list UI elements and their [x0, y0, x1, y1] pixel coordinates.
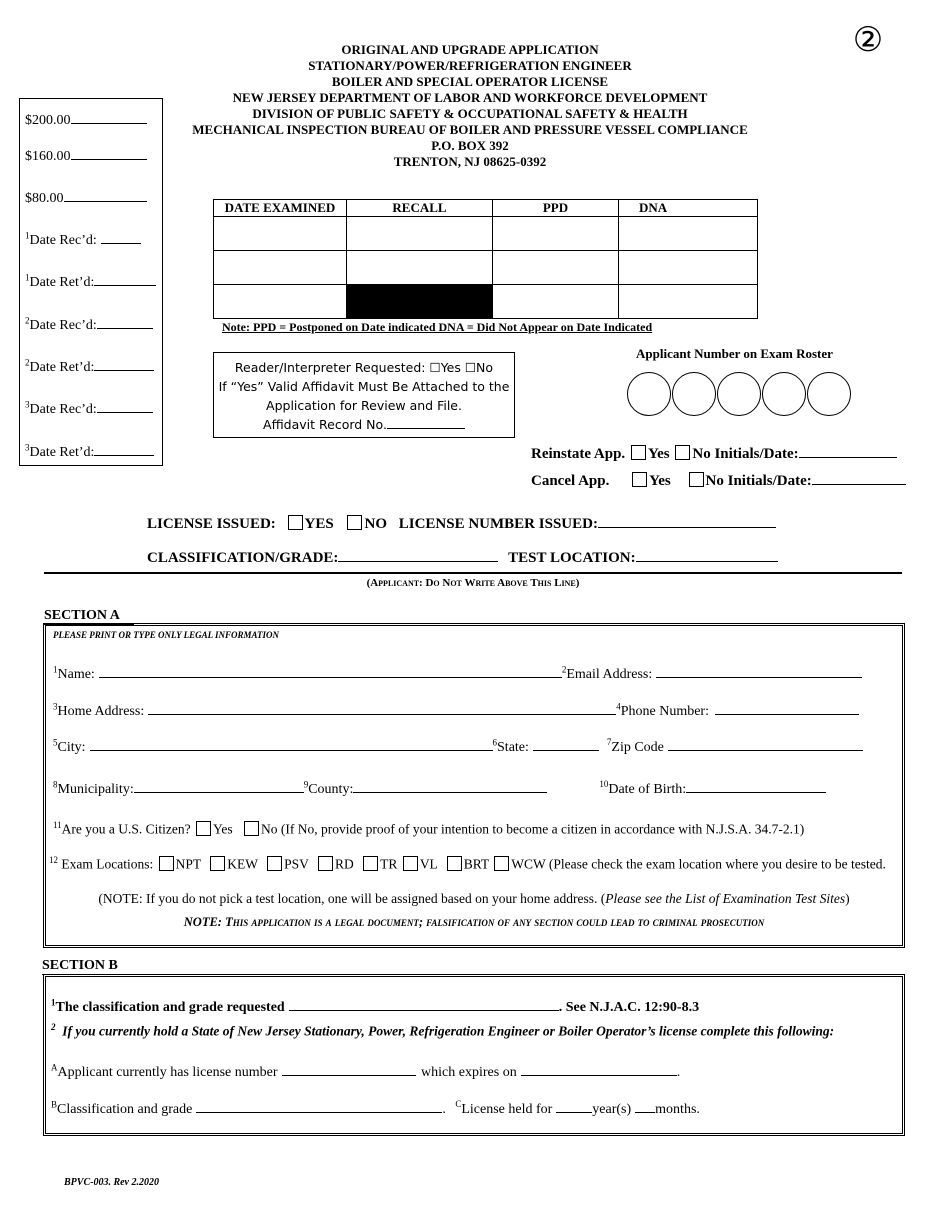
- header-line: BOILER AND SPECIAL OPERATOR LICENSE: [331, 74, 609, 89]
- date-received-3-line[interactable]: [97, 398, 153, 413]
- col-ppd: PPD: [493, 200, 619, 217]
- reader-request[interactable]: Reader/Interpreter Requested: ☐Yes ☐No: [234, 360, 494, 375]
- divider-line: [44, 572, 902, 574]
- license-no-checkbox[interactable]: [347, 515, 362, 530]
- roster-digit-circle[interactable]: [672, 372, 716, 416]
- table-cell[interactable]: [214, 285, 347, 319]
- location-brt-checkbox[interactable]: [447, 856, 462, 871]
- exam-table-header: [214, 200, 758, 217]
- fee-200-line[interactable]: [71, 109, 147, 124]
- county-input[interactable]: [353, 778, 547, 793]
- fee-200: $200.00: [25, 109, 147, 129]
- date-returned-1: $^1$Date Ret’d:: [25, 271, 156, 291]
- zip-input[interactable]: [668, 736, 863, 751]
- date-received-1: $^1$Date Rec’d:: [25, 229, 141, 249]
- location-vl-checkbox[interactable]: [403, 856, 418, 871]
- table-row: [214, 251, 758, 285]
- reinstate-row: Reinstate App. Yes No Initials/Date:: [531, 443, 897, 463]
- test-location-line[interactable]: [636, 547, 778, 562]
- section-b-title: SECTION B: [42, 958, 122, 975]
- exam-table-note: Note: PPD = Postponed on Date indicated DNA = Did Not Appear on Date Indicated: [222, 320, 653, 334]
- citizen-field: $^{11}$Are you a U.S. Citizen? Yes No (If No, provide proof of your intention to become a citizen in accordance with N.J.S.A. 34.7-2.1): [53, 820, 805, 837]
- header-line: MECHANICAL INSPECTION BUREAU OF BOILER AND PRESSURE VESSEL COMPLIANCE: [192, 122, 748, 137]
- header-line: P.O. BOX 392: [431, 138, 509, 153]
- fee-80: $80.00: [25, 187, 147, 207]
- email-input[interactable]: [656, 663, 862, 678]
- reader-affidavit-note: Application for Review and File.: [266, 398, 462, 413]
- classification-grade-input[interactable]: [196, 1098, 442, 1113]
- table-row: [214, 285, 758, 319]
- classification-requested: $^1$The classification and grade requested . See N.J.A.C. 12:90-8.3: [51, 997, 700, 1015]
- cancel-row: Cancel App. Yes No Initials/Date:: [531, 470, 906, 490]
- table-row: [214, 217, 758, 251]
- table-cell[interactable]: [619, 251, 758, 285]
- fee-160-line[interactable]: [71, 145, 147, 160]
- phone-input[interactable]: [715, 700, 859, 715]
- reader-affidavit-note: If “Yes” Valid Affidavit Must Be Attached to the: [218, 379, 510, 394]
- table-cell[interactable]: [347, 251, 493, 285]
- months-input[interactable]: [635, 1098, 655, 1113]
- test-location-note: (NOTE: If you do not pick a test location, one will be assigned based on your home address. (Please see the List of Examination Test Sites): [98, 891, 850, 906]
- page-number-badge: ②: [852, 20, 884, 60]
- city-field: $^5$City: $^6$State: $^7$Zip Code: [53, 736, 863, 756]
- date-returned-3: $^3$Date Ret’d:: [25, 441, 154, 461]
- fee-80-line[interactable]: [64, 187, 147, 202]
- reinstate-yes-checkbox[interactable]: [631, 445, 646, 460]
- years-input[interactable]: [556, 1098, 592, 1113]
- date-received-2-line[interactable]: [97, 314, 153, 329]
- current-license-instruction: $^2$ If you currently hold a State of New Jersey Stationary, Power, Refrigeration Engineer or Boiler Operator’s license complete this following:: [51, 1022, 835, 1039]
- expiration-input[interactable]: [521, 1061, 677, 1076]
- location-psv-checkbox[interactable]: [267, 856, 282, 871]
- classification-held: $^B$Classification and grade . $^C$License held for year(s) months.: [51, 1099, 700, 1117]
- exam-locations-field: $^{12}$ Exam Locations: NPT KEW PSV RD TR VL BRT WCW (Please check the exam location where you desire to be tested.: [49, 855, 886, 872]
- citizen-yes-checkbox[interactable]: [196, 821, 211, 836]
- section-a-instruction: PLEASE PRINT OR TYPE ONLY LEGAL INFORMATION: [53, 630, 280, 640]
- table-cell[interactable]: [347, 217, 493, 251]
- classification-line[interactable]: [338, 547, 498, 562]
- classification-row: CLASSIFICATION/GRADE: TEST LOCATION:: [147, 547, 778, 567]
- roster-digit-circle[interactable]: [807, 372, 851, 416]
- table-cell[interactable]: [493, 251, 619, 285]
- date-returned-3-line[interactable]: [94, 441, 154, 456]
- current-license-number: $^A$Applicant currently has license number which expires on .: [51, 1062, 681, 1080]
- name-input[interactable]: [99, 663, 562, 678]
- roster-digit-circle[interactable]: [627, 372, 671, 416]
- date-returned-2: $^2$Date Ret’d:: [25, 356, 154, 376]
- home-address-field: $^3$Home Address: $^4$Phone Number:: [53, 700, 859, 720]
- date-returned-1-line[interactable]: [94, 271, 156, 286]
- location-wcw-checkbox[interactable]: [494, 856, 509, 871]
- reinstate-initials-line[interactable]: [799, 443, 897, 458]
- roster-label: Applicant Number on Exam Roster: [636, 346, 833, 361]
- current-license-input[interactable]: [282, 1061, 416, 1076]
- location-kew-checkbox[interactable]: [210, 856, 225, 871]
- location-tr-checkbox[interactable]: [363, 856, 378, 871]
- affidavit-record: Affidavit Record No.: [214, 415, 514, 434]
- fee-panel: [19, 98, 163, 466]
- license-yes-checkbox[interactable]: [288, 515, 303, 530]
- license-number-line[interactable]: [598, 513, 776, 528]
- document-header: [100, 42, 840, 170]
- cancel-no-checkbox[interactable]: [689, 472, 704, 487]
- table-cell[interactable]: [214, 251, 347, 285]
- roster-digit-circle[interactable]: [762, 372, 806, 416]
- section-a-title: SECTION A: [44, 608, 134, 625]
- municipality-field: $^8$Municipality: $^9$County: $^{10}$Date of Birth:: [53, 778, 826, 798]
- blacked-out-cell: [347, 285, 493, 319]
- table-cell[interactable]: [493, 217, 619, 251]
- location-npt-checkbox[interactable]: [159, 856, 174, 871]
- roster-digit-circle[interactable]: [717, 372, 761, 416]
- reader-interpreter-box: [213, 352, 515, 438]
- classification-requested-input[interactable]: [289, 996, 559, 1011]
- col-dna: DNA: [619, 200, 758, 217]
- exam-table: [213, 199, 758, 319]
- header-line: TRENTON, NJ 08625-0392: [393, 154, 547, 169]
- date-returned-2-line[interactable]: [94, 356, 154, 371]
- table-cell[interactable]: [214, 217, 347, 251]
- header-line: NEW JERSEY DEPARTMENT OF LABOR AND WORKFORCE DEVELOPMENT: [232, 90, 708, 105]
- date-received-3: $^3$Date Rec’d:: [25, 398, 153, 418]
- citizen-no-checkbox[interactable]: [244, 821, 259, 836]
- name-field: $^1$Name: $^2$Email Address:: [53, 663, 862, 683]
- municipality-input[interactable]: [134, 778, 304, 793]
- table-cell[interactable]: [493, 285, 619, 319]
- dob-input[interactable]: [686, 778, 826, 793]
- header-line: ORIGINAL AND UPGRADE APPLICATION: [341, 42, 599, 57]
- cancel-yes-checkbox[interactable]: [632, 472, 647, 487]
- table-cell[interactable]: [619, 217, 758, 251]
- state-input[interactable]: [533, 736, 599, 751]
- table-cell[interactable]: [619, 285, 758, 319]
- divider-note: (Applicant: Do Not Write Above This Line): [366, 577, 580, 589]
- col-date-examined: DATE EXAMINED: [214, 200, 347, 217]
- col-recall: RECALL: [347, 200, 493, 217]
- fee-160: $160.00: [25, 145, 147, 165]
- header-line: DIVISION OF PUBLIC SAFETY & OCCUPATIONAL SAFETY & HEALTH: [252, 106, 688, 121]
- affidavit-record-line[interactable]: [387, 416, 465, 429]
- license-issued-row: LICENSE ISSUED: YES NO LICENSE NUMBER ISSUED:: [147, 513, 776, 533]
- form-revision: BPVC-003. Rev 2.2020: [64, 1177, 159, 1188]
- cancel-initials-line[interactable]: [812, 470, 906, 485]
- location-rd-checkbox[interactable]: [318, 856, 333, 871]
- header-line: STATIONARY/POWER/REFRIGERATION ENGINEER: [308, 58, 632, 73]
- date-received-1-line[interactable]: [101, 229, 141, 244]
- reinstate-no-checkbox[interactable]: [675, 445, 690, 460]
- city-input[interactable]: [90, 736, 493, 751]
- date-received-2: $^2$Date Rec’d:: [25, 314, 153, 334]
- home-address-input[interactable]: [148, 700, 616, 715]
- legal-warning: NOTE: This application is a legal document; falsification of any section could lead to criminal prosecution: [183, 915, 765, 929]
